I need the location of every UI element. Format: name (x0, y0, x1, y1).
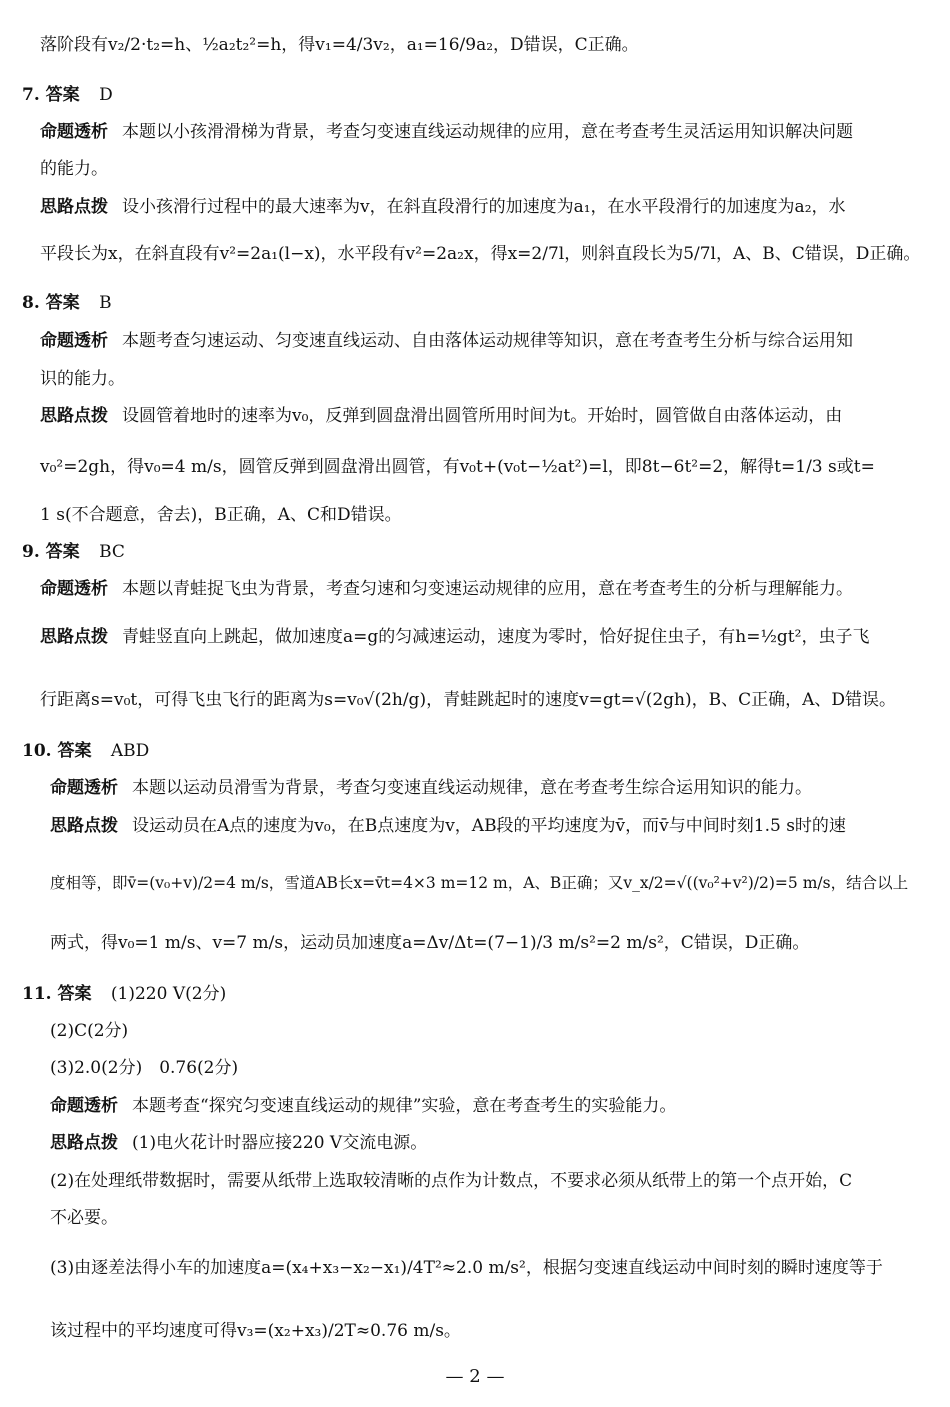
q11-text2a: (1)电火花计时器应接220 V交流电源。 (132, 1133, 428, 1153)
q10-text2c: 两式，得v₀=1 m/s、v=7 m/s，运动员加速度a=Δv/Δt=(7−1)/3 m/s²=2 m/s²，C错误，D正确。 (50, 933, 810, 953)
q10-intent (50, 777, 812, 799)
q7-text1a: 本题以小孩滑滑梯为背景，考查匀变速直线运动规律的应用，意在考查考生灵活运用知识解决问题 (122, 122, 853, 142)
q10-text1a: 本题以运动员滑雪为背景，考查匀变速直线运动规律，意在考查考生综合运用知识的能力。 (132, 778, 812, 798)
q11-text2e: 该过程中的平均速度可得v₃=(x₂+x₃)/2T≈0.76 m/s。 (50, 1321, 461, 1341)
q8-label-intent: 命题透析 (40, 331, 108, 351)
q9-intent (40, 578, 853, 600)
q9-text1a: 本题以青蛙捉飞虫为背景，考查匀速和匀变速运动规律的应用，意在考查考生的分析与理解能力。 (122, 579, 853, 599)
q7-header (22, 84, 113, 106)
q11-head: 11. 答案 (22, 984, 92, 1004)
q10-answer: ABD (110, 741, 150, 761)
q11-a1: (1)220 V(2分) (110, 984, 227, 1004)
q8-text2a: 设圆管着地时的速率为v₀，反弹到圆盘滑出圆管所用时间为t。开始时，圆管做自由落体运动，由 (122, 406, 843, 426)
q9-tips (40, 626, 869, 648)
q6-tail: 落阶段有v₂/2·t₂=h、½a₂t₂²=h，得v₁=4/3v₂，a₁=16/9a₂，D错误，C正确。 (40, 35, 639, 55)
q10-header (22, 740, 149, 762)
q7-label-tips: 思路点拨 (40, 197, 108, 217)
q11-text1a: 本题考查“探究匀变速直线运动的规律”实验，意在考查考生的实验能力。 (132, 1096, 677, 1116)
q8-answer: B (99, 293, 112, 313)
q7-answer: D (99, 85, 113, 105)
q10-label-tips: 思路点拨 (50, 816, 118, 836)
q11-text2d: (3)由逐差法得小车的加速度a=(x₄+x₃−x₂−x₁)/4T²≈2.0 m/s²，根据匀变速直线运动中间时刻的瞬时速度等于 (50, 1258, 883, 1278)
q11-text2c: 不必要。 (50, 1208, 118, 1228)
q8-head: 8. 答案 (22, 293, 80, 313)
q11-a3: (3)2.0(2分) 0.76(2分) (50, 1058, 239, 1078)
q7-text2b: 平段长为x，在斜直段有v²=2a₁(l−x)，水平段有v²=2a₂x，得x=2/7l，则斜直段长为5/7l，A、B、C错误，D正确。 (40, 244, 921, 264)
q10-text2a: 设运动员在A点的速度为v₀，在B点速度为v，AB段的平均速度为v̄，而v̄与中间时刻1.5 s时的速 (132, 816, 846, 836)
q11-a2: (2)C(2分) (50, 1021, 129, 1041)
q10-head: 10. 答案 (22, 741, 92, 761)
q10-tips (50, 815, 846, 837)
q8-text2c: 1 s(不合题意，舍去)，B正确，A、C和D错误。 (40, 505, 402, 525)
q7-intent (40, 121, 853, 143)
q7-head: 7. 答案 (22, 85, 80, 105)
q11-tips (50, 1132, 427, 1154)
q8-intent (40, 330, 853, 352)
q11-label-intent: 命题透析 (50, 1096, 118, 1116)
page-number: — 2 — (445, 1366, 505, 1387)
q8-text1b: 识的能力。 (40, 369, 125, 389)
q8-text1a: 本题考查匀速运动、匀变速直线运动、自由落体运动规律等知识，意在考查考生分析与综合运用知 (122, 331, 853, 351)
q7-text1b: 的能力。 (40, 159, 108, 179)
q11-header (22, 983, 226, 1005)
q7-label-intent: 命题透析 (40, 122, 108, 142)
q10-text2b: 度相等，即v̄=(v₀+v)/2=4 m/s，雪道AB长x=v̄t=4×3 m=12 m，A、B正确；又v_x/2=√((v₀²+v²)/2)=5 m/s，结合以上 (50, 874, 909, 892)
q10-label-intent: 命题透析 (50, 778, 118, 798)
q7-tips (40, 196, 846, 218)
q8-header (22, 292, 112, 314)
q9-text2a: 青蛙竖直向上跳起，做加速度a=g的匀减速运动，速度为零时，恰好捉住虫子，有h=½gt²，虫子飞 (122, 627, 870, 647)
q9-head: 9. 答案 (22, 542, 80, 562)
q11-label-tips: 思路点拨 (50, 1133, 118, 1153)
q9-header (22, 541, 125, 563)
q8-label-tips: 思路点拨 (40, 406, 108, 426)
q11-intent (50, 1095, 676, 1117)
q9-text2b: 行距离s=v₀t，可得飞虫飞行的距离为s=v₀√(2h/g)，青蛙跳起时的速度v=gt=√(2gh)，B、C正确，A、D错误。 (40, 690, 897, 710)
q9-answer: BC (99, 542, 125, 562)
q8-tips (40, 405, 842, 427)
q7-text2a: 设小孩滑行过程中的最大速率为v，在斜直段滑行的加速度为a₁，在水平段滑行的加速度为a₂，水 (122, 197, 846, 217)
q11-text2b: (2)在处理纸带数据时，需要从纸带上选取较清晰的点作为计数点，不要求必须从纸带上的第一个点开始，C (50, 1171, 853, 1191)
q9-label-tips: 思路点拨 (40, 627, 108, 647)
q8-text2b: v₀²=2gh，得v₀=4 m/s，圆管反弹到圆盘滑出圆管，有v₀t+(v₀t−½at²)=l，即8t−6t²=2，解得t=1/3 s或t= (40, 457, 875, 477)
q9-label-intent: 命题透析 (40, 579, 108, 599)
